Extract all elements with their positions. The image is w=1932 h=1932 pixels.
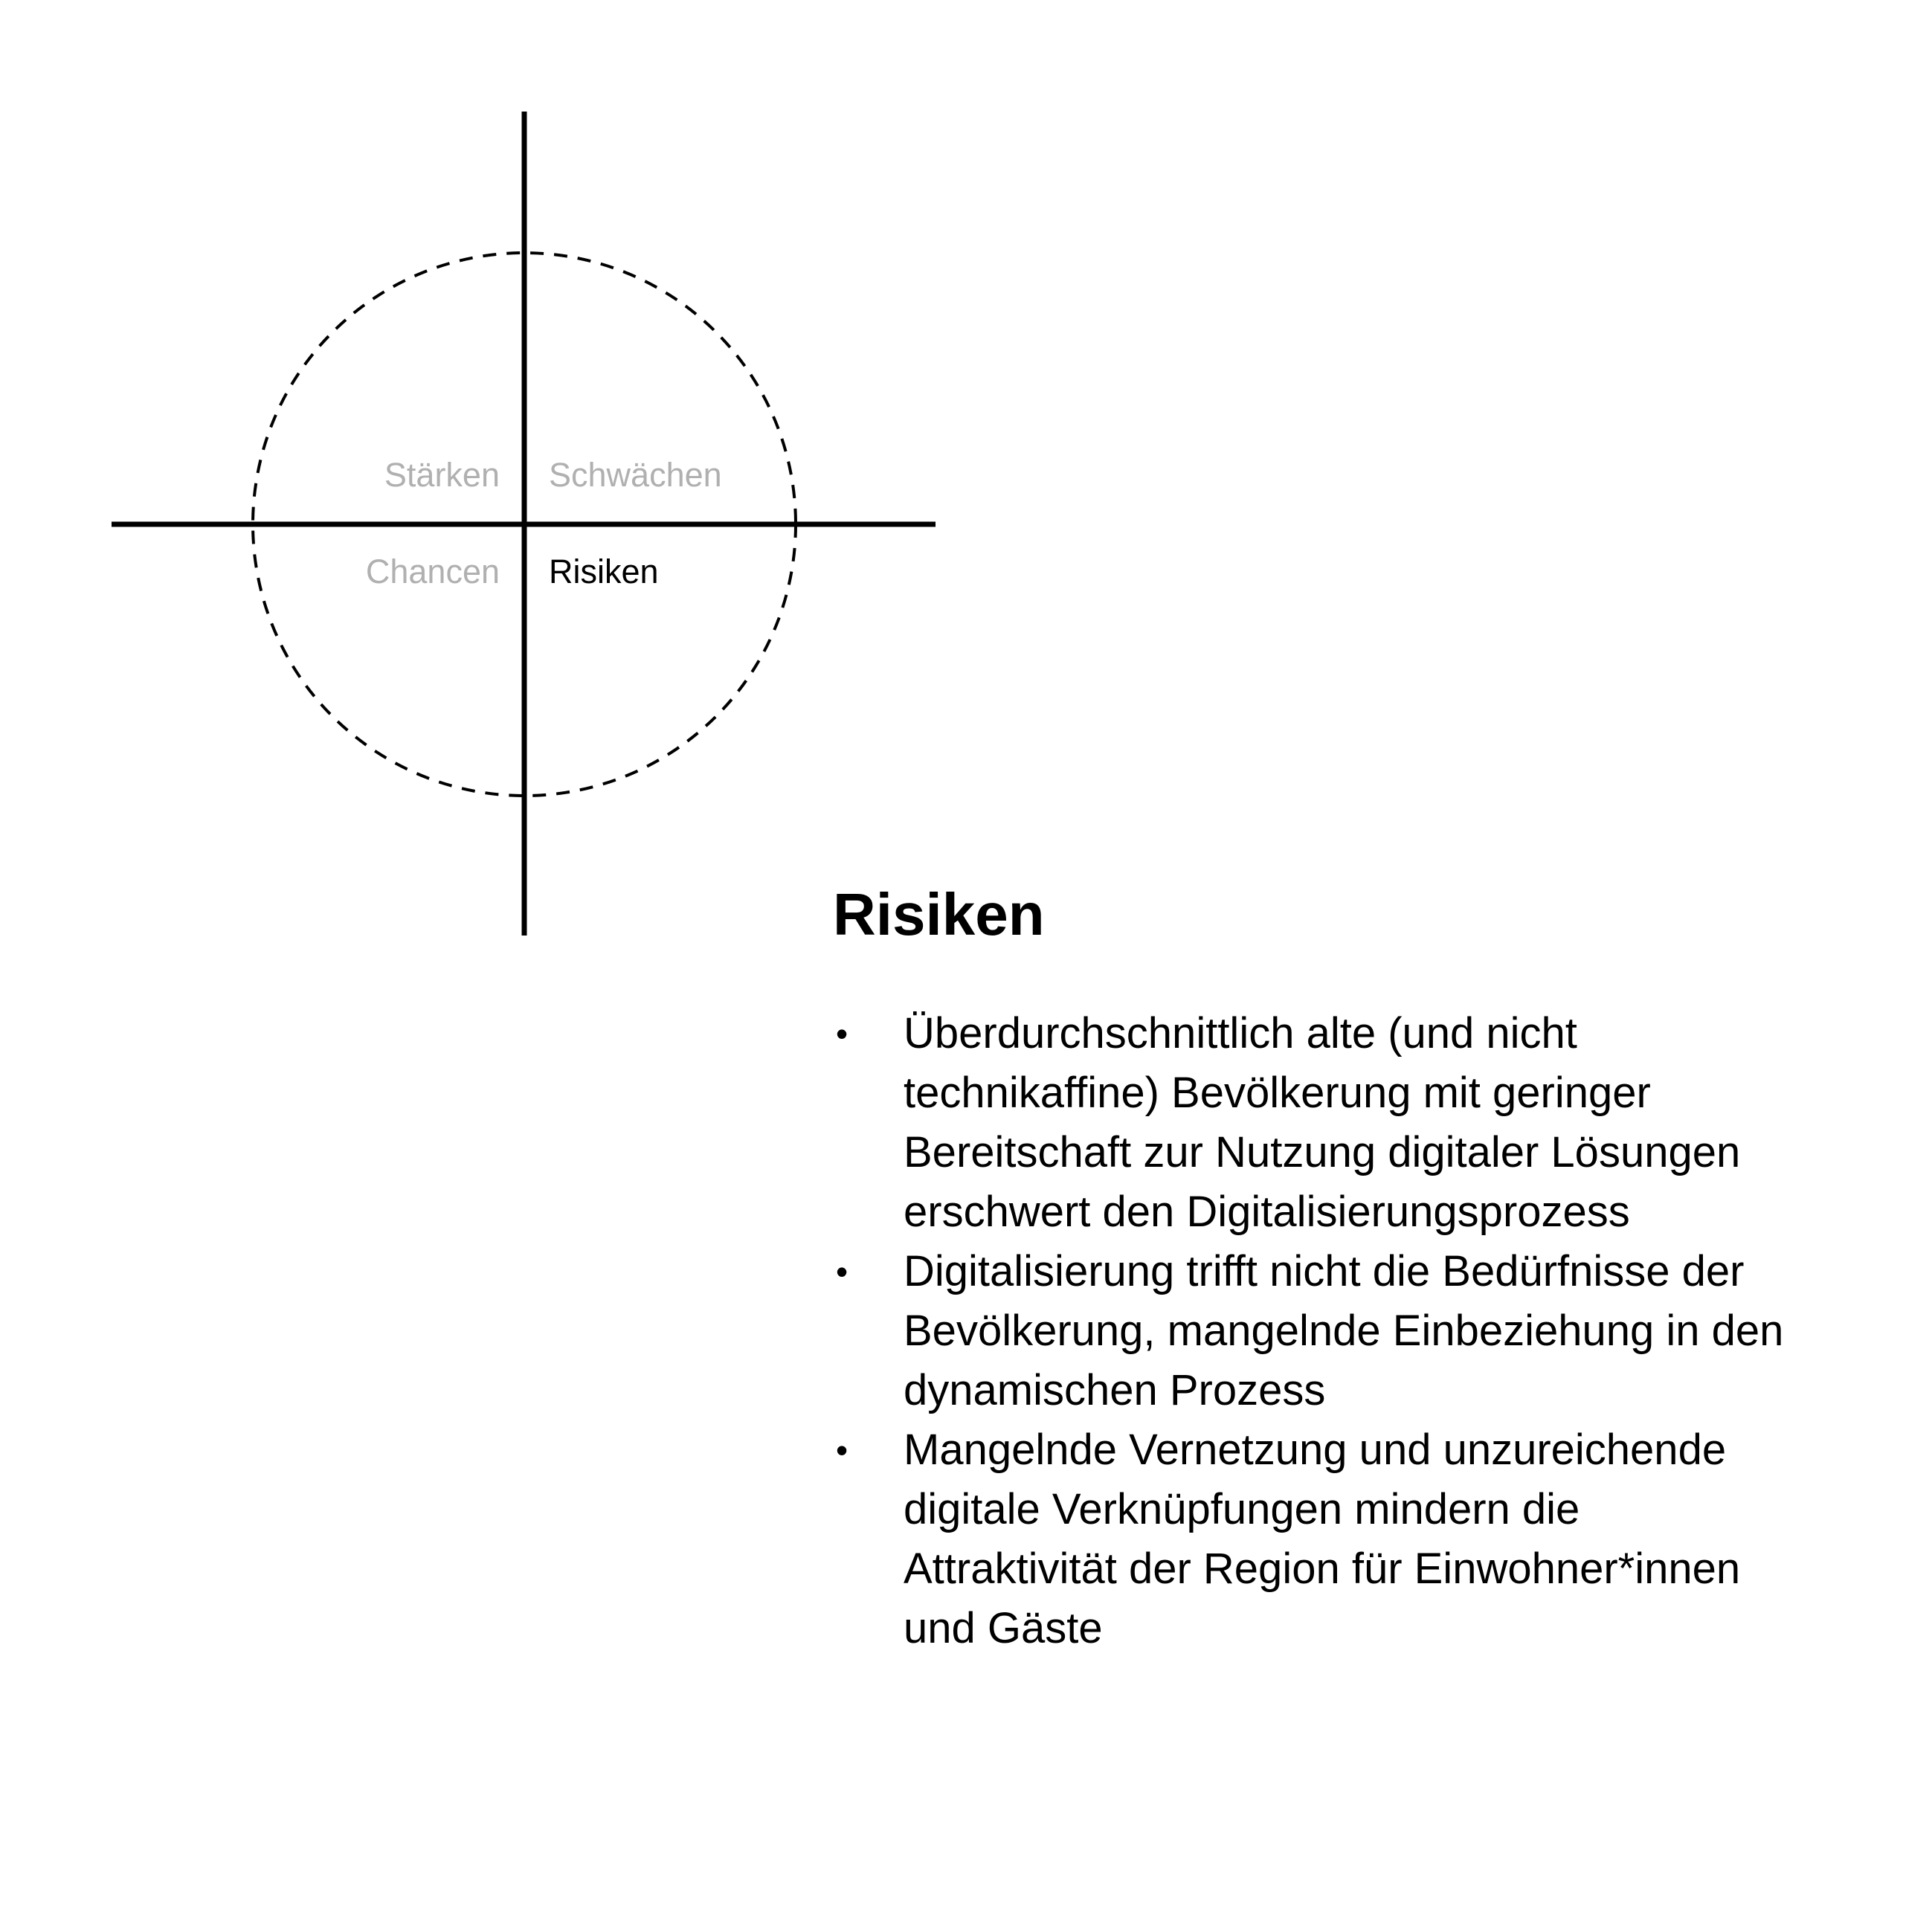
quadrant-label-threats: Risiken — [549, 553, 659, 590]
list-item — [833, 1004, 1796, 1242]
list-item-text: Digitalisierung trifft nicht die Bedürfnisse der Bevölkerung, mangelnde Einbeziehung in den dynamischen Prozess — [904, 1247, 1784, 1414]
quadrant-label-weaknesses: Schwächen — [549, 456, 722, 494]
threats-list — [833, 1004, 1874, 1658]
bullet-icon: • — [836, 1431, 849, 1469]
list-item-text: Überdurchschnittlich alte (und nicht technikaffine) Bevölkerung mit geringer Bereitschaft zur Nutzung digitaler Lösungen erschwert den Digitalisierungsprozess — [904, 1009, 1741, 1236]
quadrant-label-opportunities: Chancen — [365, 553, 500, 590]
list-item — [833, 1242, 1796, 1420]
list-item-text: Mangelnde Vernetzung und unzureichende digitale Verknüpfungen mindern die Attraktivität der Region für Einwohner*innen und Gäste — [904, 1426, 1741, 1652]
threats-panel — [833, 878, 1874, 1658]
swot-diagram — [0, 0, 967, 967]
quadrant-label-strengths: Stärken — [384, 456, 500, 494]
bullet-icon: • — [836, 1014, 849, 1053]
bullet-icon: • — [836, 1252, 849, 1291]
list-item — [833, 1420, 1796, 1658]
panel-heading: Risiken — [833, 881, 1045, 947]
